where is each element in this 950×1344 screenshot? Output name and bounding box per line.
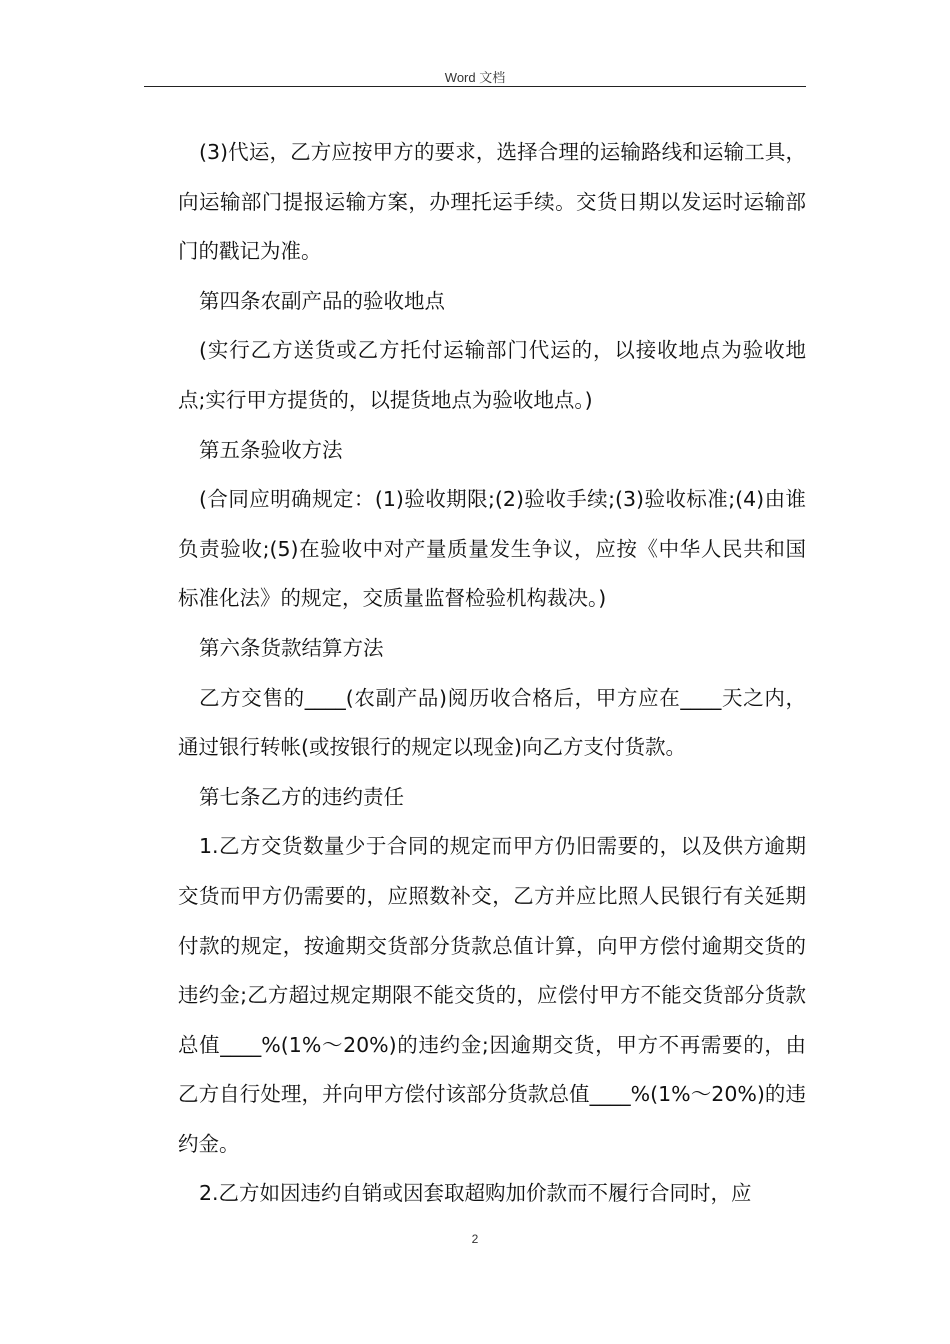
paragraph-payment-method: 乙方交售的____(农副产品)阅历收合格后，甲方应在____天之内，通过银行转帐(或按银行的规定以现金)向乙方支付货款。	[178, 685, 806, 760]
page-number: 2	[471, 1232, 479, 1246]
paragraph-inspection-method: (合同应明确规定：(1)验收期限;(2)验收手续;(3)验收标准;(4)由谁负责验收;(5)在验收中对产量质量发生争议，应按《中华人民共和国标准化法》的规定，交质量监督检验机构裁决。)	[178, 487, 806, 611]
heading-article-6: 第六条货款结算方法	[199, 635, 384, 660]
document-header: Word 文档	[444, 70, 506, 85]
paragraph-liability-2: 2.乙方如因违约自销或因套取超购加价款而不履行合同时，应	[199, 1181, 752, 1206]
paragraph-liability-1: 1.乙方交货数量少于合同的规定而甲方仍旧需要的，以及供方逾期交货而甲方仍需要的，应照数补交，乙方并应比照人民银行有关延期付款的规定，按逾期交货部分货款总值计算，向甲方偿付逾期交货的违约金;乙方超过规定期限不能交货的，应偿付甲方不能交货部分货款总值____%(1%～20%)的违约金;因逾期交货，甲方不再需要的，由乙方自行处理，并向甲方偿付该部分货款总值____%(1%～20%)的违约金。	[178, 834, 806, 1156]
paragraph-inspection-location: (实行乙方送货或乙方托付运输部门代运的，以接收地点为验收地点;实行甲方提货的，以提货地点为验收地点。)	[178, 338, 806, 412]
heading-article-5: 第五条验收方法	[199, 437, 343, 462]
paragraph-transport-delivery: (3)代运，乙方应按甲方的要求，选择合理的运输路线和运输工具，向运输部门提报运输方案，办理托运手续。交货日期以发运时运输部门的戳记为准。	[178, 140, 806, 264]
heading-article-4: 第四条农副产品的验收地点	[199, 288, 445, 313]
heading-article-7: 第七条乙方的违约责任	[199, 784, 404, 809]
document-body	[178, 128, 806, 1219]
header-divider	[144, 86, 806, 87]
